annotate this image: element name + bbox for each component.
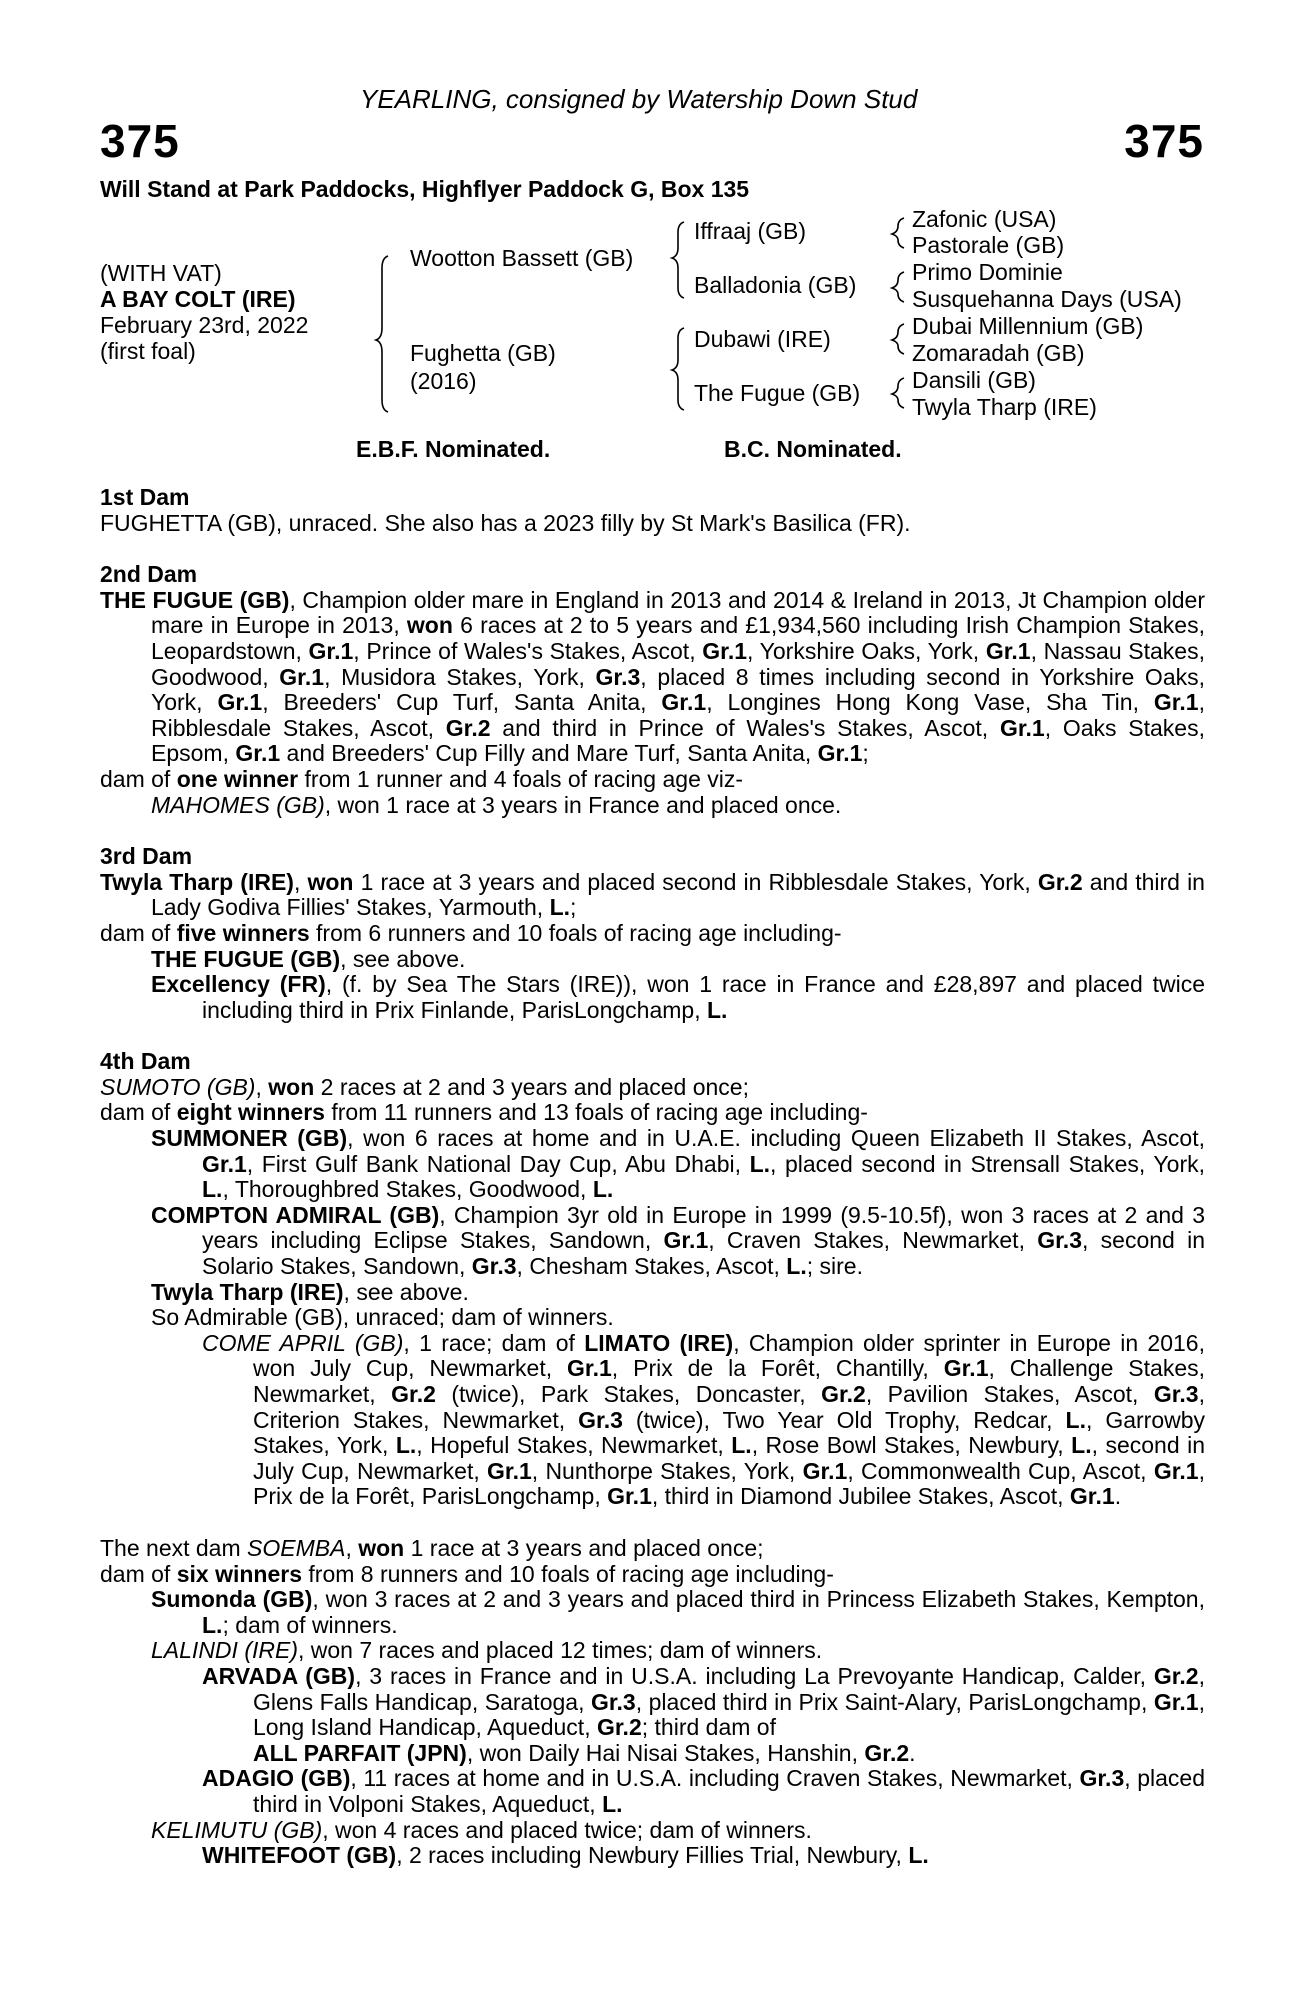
third-dam-progeny-2: Excellency (FR), (f. by Sea The Stars (IRE)), won 1 race in France and £28,897 and placed twice including third in Prix Finlande, ParisLongchamp, L. xyxy=(151,971,1205,1023)
third-dam-heading: 3rd Dam xyxy=(100,843,193,870)
lot-number-right: 375 xyxy=(1124,115,1204,167)
ggrand-1: Zafonic (USA) xyxy=(912,206,1057,232)
dam-name: Fughetta (GB) xyxy=(410,340,556,366)
vat-note: (WITH VAT) xyxy=(100,260,222,286)
ggrand-5: Dubai Millennium (GB) xyxy=(912,313,1144,339)
ebf-nomination: E.B.F. Nominated. xyxy=(356,436,551,462)
third-dam-record: Twyla Tharp (IRE), won 1 race at 3 years and placed second in Ribblesdale Stakes, York, Gr.2 and third in Lady Godiva Fillies' Stakes, Yarmouth, L.; xyxy=(100,868,1205,921)
next-dam-progeny-4: ADAGIO (GB), 11 races at home and in U.S.A. including Craven Stakes, Newmarket, Gr.3, placed third in Volponi Stakes, Aqueduct, L. xyxy=(202,1765,1205,1817)
third-dam-progeny-1: THE FUGUE (GB), see above. xyxy=(151,945,466,972)
bracket-sire xyxy=(672,222,684,298)
fourth-dam-progeny-5: COME APRIL (GB), 1 race; dam of LIMATO (IRE), Champion older sprinter in Europe in 2016, won July Cup, Newmarket, Gr.1, Prix de la Forêt, Chantilly, Gr.1, Challenge Stakes, Newmarket, Gr.2 (twice), Park Stakes, Doncaster, Gr.2, Pavilion Stakes, Ascot, Gr.3, Criterion Stakes, Newmarket, Gr.3 (twice), Two Year Old Trophy, Redcar, L., Garrowby Stakes, York, L., Hopeful Stakes, Newmarket, L., Rose Bowl Stakes, Newbury, L., second in July Cup, Newmarket, Gr.1, Nunthorpe Stakes, York, Gr.1, Commonwealth Cup, Ascot, Gr.1, Prix de la Forêt, ParisLongchamp, Gr.1, third in Diamond Jubilee Stakes, Ascot, Gr.1. xyxy=(202,1329,1206,1510)
consignment-line: YEARLING, consigned by Watership Down Stud xyxy=(360,84,918,114)
next-dam-produce: dam of six winners from 8 runners and 10 foals of racing age including- xyxy=(100,1560,834,1587)
second-dam-record: THE FUGUE (GB), Champion older mare in England in 2013 and 2014 & Ireland in 2013, Jt Champion older mare in Europe in 2013, won 6 races at 2 to 5 years and £1,934,560 including Irish Champion Stakes, Leopardstown, Gr.1, Prince of Wales's Stakes, Ascot, Gr.1, Yorkshire Oaks, York, Gr.1, Nassau Stakes, Goodwood, Gr.1, Musidora Stakes, York, Gr.3, placed 8 times including second in Yorkshire Oaks, York, Gr.1, Breeders' Cup Turf, Santa Anita, Gr.1, Longines Hong Kong Vase, Sha Tin, Gr.1, Ribblesdale Stakes, Ascot, Gr.2 and third in Prince of Wales's Stakes, Ascot, Gr.1, Oaks Stakes, Epsom, Gr.1 and Breeders' Cup Filly and Mare Turf, Santa Anita, Gr.1; xyxy=(100,586,1205,767)
horse-dob: February 23rd, 2022 xyxy=(100,312,309,338)
next-dam-record: The next dam SOEMBA, won 1 race at 3 years and placed once; xyxy=(100,1534,764,1561)
bracket-main xyxy=(376,256,388,412)
dam-dam: The Fugue (GB) xyxy=(694,380,861,406)
sire-sire: Iffraaj (GB) xyxy=(694,218,807,244)
lot-number-left: 375 xyxy=(100,115,180,167)
next-dam-progeny-5: KELIMUTU (GB), won 4 races and placed twice; dam of winners. xyxy=(151,1816,812,1843)
horse-name: A BAY COLT (IRE) xyxy=(100,286,296,312)
next-dam-progeny-6: WHITEFOOT (GB), 2 races including Newbury Fillies Trial, Newbury, L. xyxy=(202,1842,929,1869)
fourth-dam-progeny-1: SUMMONER (GB), won 6 races at home and in U.A.E. including Queen Elizabeth II Stakes, Ascot, Gr.1, First Gulf Bank National Day Cup, Abu Dhabi, L., placed second in Strensall Stakes, York, L., Thoroughbred Stakes, Goodwood, L. xyxy=(151,1125,1205,1203)
sire-name: Wootton Bassett (GB) xyxy=(410,245,634,271)
ggrand-4: Susquehanna Days (USA) xyxy=(912,286,1182,312)
dam-sire: Dubawi (IRE) xyxy=(694,326,831,352)
bc-nomination: B.C. Nominated. xyxy=(724,436,902,462)
second-dam-produce: dam of one winner from 1 runner and 4 foals of racing age viz- xyxy=(100,765,744,792)
next-dam-progeny-2: LALINDI (IRE), won 7 races and placed 12 times; dam of winners. xyxy=(151,1637,823,1664)
next-dam-progeny-1: Sumonda (GB), won 3 races at 2 and 3 years and placed third in Princess Elizabeth Stakes, Kempton, L.; dam of winners. xyxy=(151,1586,1205,1638)
sire-dam: Balladonia (GB) xyxy=(694,272,857,298)
bracket-dam xyxy=(672,328,684,410)
ggrand-8: Twyla Tharp (IRE) xyxy=(912,394,1097,420)
ggrand-3: Primo Dominie xyxy=(912,259,1063,285)
second-dam-progeny-1: MAHOMES (GB), won 1 race at 3 years in France and placed once. xyxy=(151,791,842,818)
pedigree-table xyxy=(0,0,1314,460)
ggrand-6: Zomaradah (GB) xyxy=(912,340,1085,366)
bracket-g3 xyxy=(892,324,904,354)
next-dam-progeny-3-descendant: ALL PARFAIT (JPN), won Daily Hai Nisai Stakes, Hanshin, Gr.2. xyxy=(253,1739,916,1766)
first-dam-heading: 1st Dam xyxy=(100,484,190,510)
fourth-dam-progeny-2: COMPTON ADMIRAL (GB), Champion 3yr old in Europe in 1999 (9.5-10.5f), won 3 races at 2 and 3 years including Eclipse Stakes, Sandown, Gr.1, Craven Stakes, Newmarket, Gr.3, second in Solario Stakes, Sandown, Gr.3, Chesham Stakes, Ascot, L.; sire. xyxy=(151,1201,1205,1280)
third-dam-produce: dam of five winners from 6 runners and 10 foals of racing age including- xyxy=(100,919,842,946)
fourth-dam-progeny-4: So Admirable (GB), unraced; dam of winners. xyxy=(151,1304,614,1331)
first-dam-text: FUGHETTA (GB), unraced. She also has a 2023 filly by St Mark's Basilica (FR). xyxy=(100,509,911,536)
dam-year: (2016) xyxy=(410,368,477,394)
stand-location: Will Stand at Park Paddocks, Highflyer Paddock G, Box 135 xyxy=(100,176,750,202)
fourth-dam-heading: 4th Dam xyxy=(100,1048,191,1075)
bracket-g2 xyxy=(892,272,904,302)
fourth-dam-progeny-3: Twyla Tharp (IRE), see above. xyxy=(151,1278,469,1305)
ggrand-2: Pastorale (GB) xyxy=(912,232,1065,258)
second-dam-heading: 2nd Dam xyxy=(100,561,198,588)
pedigree-brackets xyxy=(0,0,1314,460)
next-dam-progeny-3: ARVADA (GB), 3 races in France and in U.S.A. including La Prevoyante Handicap, Calder, Gr.2, Glens Falls Handicap, Saratoga, Gr.3, placed third in Prix Saint-Alary, ParisLongchamp, Gr.1, Long Island Handicap, Aqueduct, Gr.2; third dam of xyxy=(202,1662,1205,1741)
bracket-g4 xyxy=(892,378,904,408)
ggrand-7: Dansili (GB) xyxy=(912,367,1036,393)
bracket-g1 xyxy=(892,218,904,248)
horse-foal-note: (first foal) xyxy=(100,338,196,364)
catalogue-body xyxy=(100,485,1205,1869)
fourth-dam-produce: dam of eight winners from 11 runners and 13 foals of racing age including- xyxy=(100,1099,868,1126)
fourth-dam-record: SUMOTO (GB), won 2 races at 2 and 3 years and placed once; xyxy=(100,1073,749,1100)
